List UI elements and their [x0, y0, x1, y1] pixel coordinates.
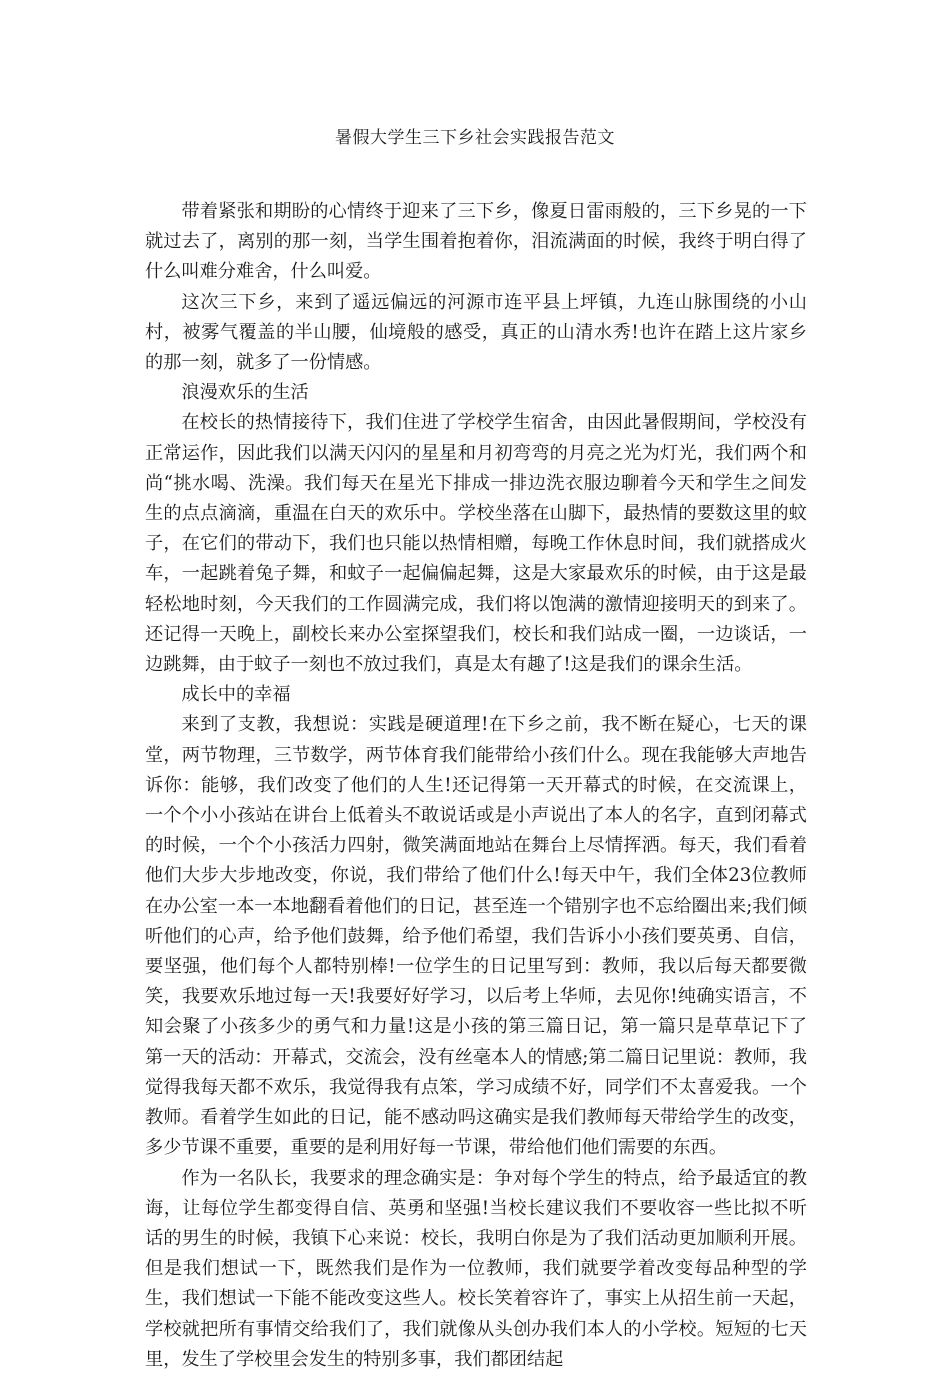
paragraph: 来到了支教，我想说：实践是硬道理!在下乡之前，我不断在疑心，七天的课堂，两节物理，三节数学，两节体育我们能带给小孩们什么。现在我能够大声地告诉你：能够，我们改变了他们的人生!还记得第一天开幕式的时候，在交流课上，一个个小小孩站在讲台上低着头不敢说话或是小声说出了本人的名字，直到闭幕式的时候，一个个小孩活力四射，微笑满面地站在舞台上尽情挥洒。每天，我们看着他们大步大步地改变，你说，我们带给了他们什么!每天中午，我们全体23位教师在办公室一本一本地翻看着他们的日记，甚至连一个错别字也不忘给圈出来;我们倾听他们的心声，给予他们鼓舞，给予他们希望，我们告诉小小孩们要英勇、自信，要坚强，他们每个人都特别棒!一位学生的日记里写到：教师，我以后每天都要微笑，我要欢乐地过每一天!我要好好学习，以后考上华师，去见你!纯确实语言，不知会聚了小孩多少的勇气和力量!这是小孩的第三篇日记，第一篇只是草草记下了第一天的活动：开幕式，交流会，没有丝毫本人的情感;第二篇日记里说：教师，我觉得我每天都不欢乐，我觉得我有点笨，学习成绩不好，同学们不太喜爱我。一个教师。看着学生如此的日记，能不感动吗这确实是我们教师每天带给学生的改变，多少节课不重要，重要的是利用好每一节课，带给他们他们需要的东西。 — [145, 714, 807, 1159]
paragraph: 这次三下乡，来到了遥远偏远的河源市连平县上坪镇，九连山脉围绕的小山村，被雾气覆盖的半山腰，仙境般的感受，真正的山清水秀!也许在踏上这片家乡的那一刻，就多了一份情感。 — [145, 291, 807, 374]
paragraph: 在校长的热情接待下，我们住进了学校学生宿舍，由因此暑假期间，学校没有正常运作，因此我们以满天闪闪的星星和月初弯弯的月亮之光为灯光，我们两个和尚“挑水喝、洗澡。我们每天在星光下排成一排边洗衣服边聊着今天和学生之间发生的点点滴滴，重温在白天的欢乐中。学校坐落在山脚下，最热情的要数这里的蚊子，在它们的带动下，我们也只能以热情相赠，每晚工作休息时间，我们就搭成火车，一起跳着兔子舞，和蚊子一起偏偏起舞，这是大家最欢乐的时候，由于这是最轻松地时刻，今天我们的工作圆满完成，我们将以饱满的激情迎接明天的到来了。还记得一天晚上，副校长来办公室探望我们，校长和我们站成一圈，一边谈话，一边跳舞，由于蚊子一刻也不放过我们，真是太有趣了!这是我们的课余生活。 — [145, 412, 807, 676]
paragraph: 作为一名队长，我要求的理念确实是：争对每个学生的特点，给予最适宜的教诲，让每位学生都变得自信、英勇和坚强!当校长建议我们不要收容一些比拟不听话的男生的时候，我镇下心来说：校长，我明白你是为了我们活动更加顺利开展。但是我们想试一下，既然我们是作为一位教师，我们就要学着改变每品种型的学生，我们想试一下能不能改变这些人。校长笑着容许了，事实上从招生前一天起，学校就把所有事情交给我们了，我们就像从头创办我们本人的小学校。短短的七天里，发生了学校里会发生的特别多事，我们都团结起 — [145, 1167, 807, 1370]
section-heading: 浪漫欢乐的生活 — [181, 382, 309, 404]
paragraph: 带着紧张和期盼的心情终于迎来了三下乡，像夏日雷雨般的，三下乡晃的一下就过去了，离别的那一刻，当学生围着抱着你，泪流满面的时候，我终于明白得了什么叫难分难舍，什么叫爱。 — [145, 201, 807, 283]
page-title: 暑假大学生三下乡社会实践报告范文 — [335, 128, 615, 148]
document-body — [145, 197, 807, 1375]
section-heading: 成长中的幸福 — [181, 684, 291, 706]
